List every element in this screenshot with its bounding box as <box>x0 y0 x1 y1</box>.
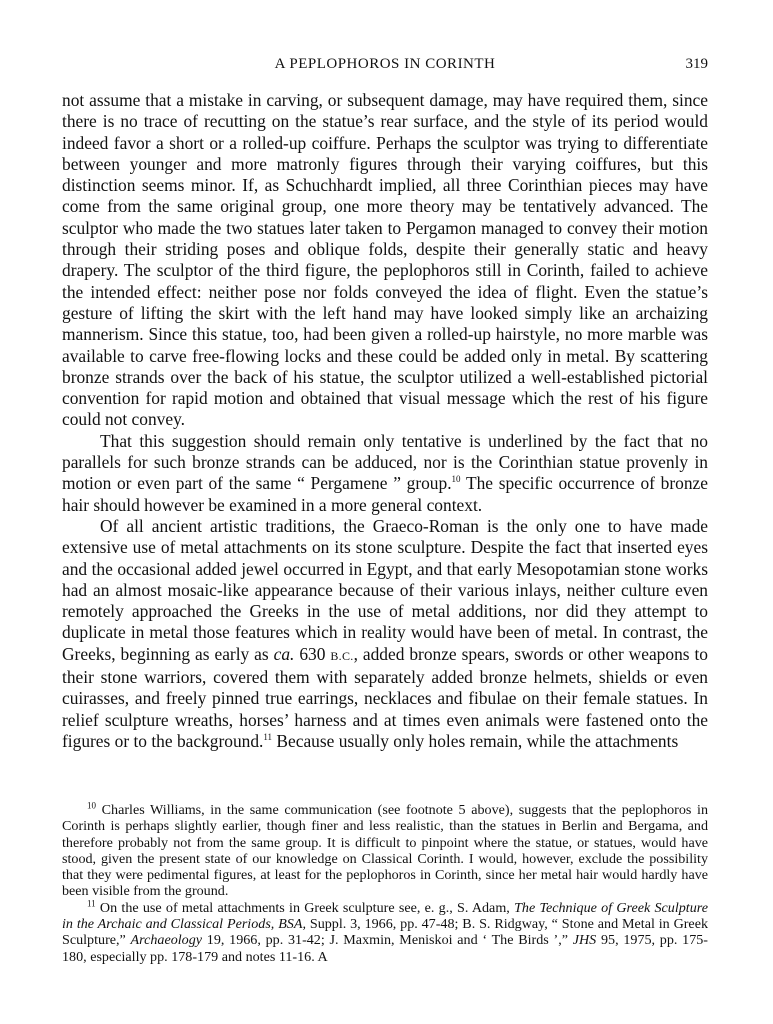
page-number: 319 <box>685 56 708 72</box>
footnote-text: Charles Williams, in the same communication (see footnote 5 above), suggests that the peplophoros in Corinth is perhaps slightly earlier, though finer and less realistic, than the statues in Berlin and Bergama, and therefore probably not from the same group. It is difficult to pinpoint where the statue, or statues, would have stood, given the present state of our knowledge on Classical Corinth. I would, however, exclude the possibility that they were pedimental figures, at least for the peplophoros in Corinth, since her metal hair would hardly have been visible from the ground. <box>62 802 708 900</box>
paragraph-text: , added bronze spears, swords or other weapons to their stone warriors, covered them with separately added bronze helmets, shields or even cuirasses, and freely pinned true earrings, necklaces and fibulae on their female statues. In relief sculpture wreaths, horses’ harness and at times even animals were fastened onto the figures or to the background. <box>62 643 708 751</box>
citation-title: The Technique of Greek Sculpture in the Archaic and Classical Periods, BSA, <box>62 899 708 933</box>
running-header <box>62 56 708 76</box>
citation-title: JHS <box>572 932 597 949</box>
footnote-text: 95, 1975, pp. 175-180, especially pp. 178-179 and notes 11-16. A <box>62 932 708 965</box>
footnote-number: 11 <box>87 898 96 909</box>
footnote-text: Suppl. 3, 1966, pp. 47-48; B. S. Ridgway, “ Stone and Metal in Greek Sculpture,” <box>62 916 708 949</box>
paragraph-text: Because usually only holes remain, while the attachments <box>272 730 679 751</box>
paragraph-text: not assume that a mistake in carving, or subsequent damage, may have required them, since there is no trace of recutting on the statue’s rear surface, and the style of its period would indeed favor a short or a rolled-up coiffure. Perhaps the sculptor was trying to differentiate between younger and more matronly figures through their varying coiffures, but this distinction seems minor. If, as Schuchhardt implied, all three Corinthian pieces may have come from the same original group, one more theory may be tentatively advanced. The sculptor who made the two statues later taken to Pergamon managed to convey their motion through their striding poses and oblique folds, despite their generally static and heavy drapery. The sculptor of the third figure, the peplophoros still in Corinth, failed to achieve the intended effect: neither pose nor folds conveyed the idea of flight. Even the statue’s gesture of lifting the skirt with the left hand may have looked simply like an archaizing mannerism. Since this statue, too, had been given a rolled-up hairstyle, no more marble was available to carve free-flowing locks and these could be added only in metal. By scattering bronze strands over the back of his statue, the sculptor utilized a well-established pictorial convention for rapid motion and obtained that visual message which the rest of his figure could not convey. <box>62 90 708 430</box>
footnote-ref: 11 <box>263 732 273 743</box>
body-text <box>62 90 708 752</box>
footnote-text: On the use of metal attachments in Greek sculpture see, e. g., S. Adam, <box>95 899 515 916</box>
footnote-number: 10 <box>87 800 96 811</box>
footnote-text: 19, 1966, pp. 31-42; J. Maxmin, Meniskoi and ‘ The Birds ’,” <box>202 932 573 949</box>
footnote-11 <box>62 900 708 965</box>
paragraph <box>62 90 708 431</box>
footnotes <box>62 802 708 965</box>
paragraph <box>62 516 708 752</box>
paragraph <box>62 431 708 516</box>
paragraph-text: The specific occurrence of bronze hair should however be examined in a more general context. <box>62 473 708 515</box>
citation-title: Archaeology <box>130 932 203 949</box>
paragraph-text: Of all ancient artistic traditions, the Graeco-Roman is the only one to have made extensive use of metal attachments on its stone sculpture. Despite the fact that inserted eyes and the occasional added jewel occurred in Egypt, and that early Mesopotamian stone works had an almost mosaic-like appearance because of their various inlays, neither culture even remotely approached the Greeks in the use of metal additions, nor did they attempt to duplicate in metal those features which in reality would have been of metal. In contrast, the Greeks, beginning as early as <box>62 515 708 664</box>
running-title: A PEPLOPHOROS IN CORINTH <box>274 56 496 72</box>
footnote-10 <box>62 802 708 900</box>
paragraph-text: That this suggestion should remain only tentative is underlined by the fact that no parallels for such bronze strands can be adduced, nor is the Corinthian statue provenly in motion or even part of the same “ Pergamene ” group. <box>62 430 708 494</box>
footnote-ref: 10 <box>451 474 461 485</box>
circa-abbrev: ca. <box>273 643 295 664</box>
year-text: 630 <box>294 643 331 664</box>
era-abbrev: B.C. <box>330 648 354 663</box>
